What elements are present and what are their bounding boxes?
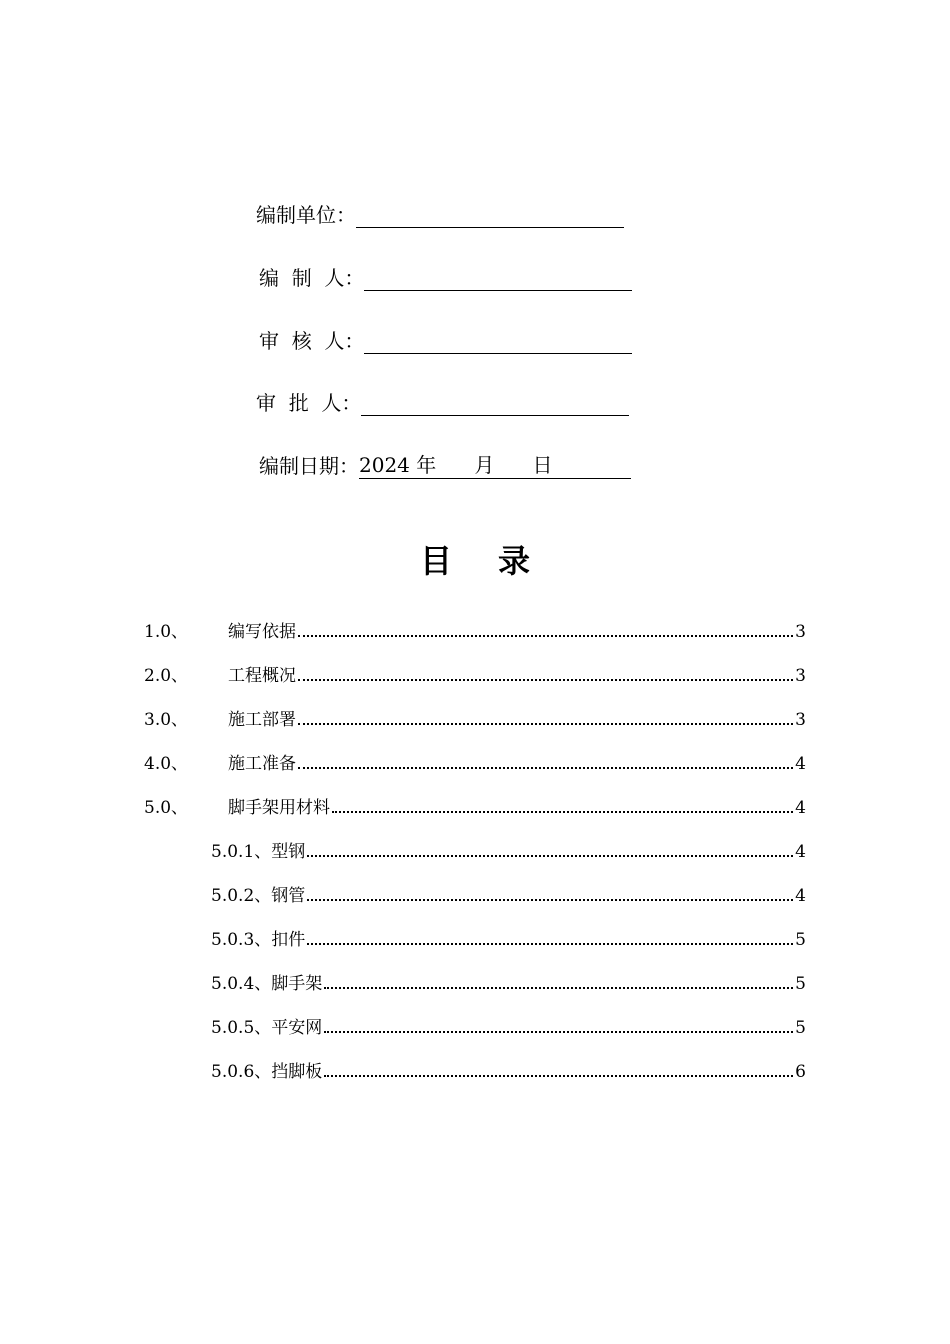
toc-entry-page: 3 <box>795 666 806 686</box>
toc-entry[interactable] <box>144 662 806 686</box>
toc-entry-page: 4 <box>795 754 806 774</box>
toc-subentry-title: 5.0.4、脚手架 <box>211 974 323 994</box>
toc-leader-dots <box>298 679 793 681</box>
toc-subentry[interactable] <box>211 838 806 862</box>
author-blank-line <box>364 264 632 291</box>
approver-label: 审 批 人： <box>256 391 362 415</box>
toc-entry-number: 3.0、 <box>144 710 189 730</box>
author-label: 编 制 人： <box>259 266 365 290</box>
toc-leader-dots <box>324 987 793 989</box>
toc-entry-title: 工程概况 <box>228 666 296 686</box>
toc-subentry-title: 5.0.1、型钢 <box>211 842 306 862</box>
toc-entry-number: 4.0、 <box>144 754 189 774</box>
toc-entry[interactable] <box>144 750 806 774</box>
toc-entry-title: 施工部署 <box>228 710 296 730</box>
reviewer-field <box>259 324 632 354</box>
toc-leader-dots <box>332 811 793 813</box>
toc-title-right: 录 <box>498 542 531 580</box>
toc-subentry-page: 6 <box>795 1062 806 1082</box>
toc-leader-dots <box>307 855 793 857</box>
approver-field <box>256 386 629 416</box>
toc-subentry[interactable] <box>211 882 806 906</box>
toc-entry[interactable] <box>144 618 806 642</box>
toc-subentry-title: 5.0.2、钢管 <box>211 886 306 906</box>
toc-subentry[interactable] <box>211 1058 806 1082</box>
toc-subentry-page: 5 <box>795 1018 806 1038</box>
toc-leader-dots <box>307 899 793 901</box>
toc-entry[interactable] <box>144 794 806 818</box>
approver-blank-line <box>361 389 629 416</box>
toc-subentry-page: 4 <box>795 842 806 862</box>
toc-subentry-page: 5 <box>795 930 806 950</box>
toc-entry-page: 3 <box>795 622 806 642</box>
toc-leader-dots <box>298 635 793 637</box>
toc-leader-dots <box>307 943 793 945</box>
toc-subentry-title: 5.0.3、扣件 <box>211 930 306 950</box>
toc-subentry[interactable] <box>211 970 806 994</box>
toc-entry-title: 脚手架用材料 <box>228 798 330 818</box>
unit-blank-line <box>356 201 624 228</box>
date-value: 2024 年 月 日 <box>359 449 631 479</box>
toc-entry-number: 2.0、 <box>144 666 189 686</box>
toc-entry[interactable] <box>144 706 806 730</box>
toc-entry-title: 编写依据 <box>228 622 296 642</box>
toc-leader-dots <box>324 1075 793 1077</box>
toc-entry-title: 施工准备 <box>228 754 296 774</box>
toc-subentry-page: 4 <box>795 886 806 906</box>
toc-subentry[interactable] <box>211 926 806 950</box>
toc-subentry-page: 5 <box>795 974 806 994</box>
toc-entry-page: 4 <box>795 798 806 818</box>
toc-leader-dots <box>324 1031 793 1033</box>
toc-entry-number: 1.0、 <box>144 622 189 642</box>
unit-field <box>256 198 624 228</box>
toc-subentry-title: 5.0.6、挡脚板 <box>211 1062 323 1082</box>
toc-leader-dots <box>298 767 793 769</box>
toc-entry-number: 5.0、 <box>144 798 189 818</box>
toc-subentry[interactable] <box>211 1014 806 1038</box>
author-field <box>259 261 632 291</box>
toc-subentry-title: 5.0.5、平安网 <box>211 1018 323 1038</box>
reviewer-blank-line <box>364 327 632 354</box>
reviewer-label: 审 核 人： <box>259 329 365 353</box>
toc-title-left: 目 <box>419 542 452 580</box>
toc-leader-dots <box>298 723 793 725</box>
toc-entry-page: 3 <box>795 710 806 730</box>
unit-label: 编制单位： <box>256 203 356 227</box>
date-label: 编制日期： <box>259 454 359 478</box>
date-field <box>259 449 631 479</box>
toc-title <box>0 536 950 582</box>
